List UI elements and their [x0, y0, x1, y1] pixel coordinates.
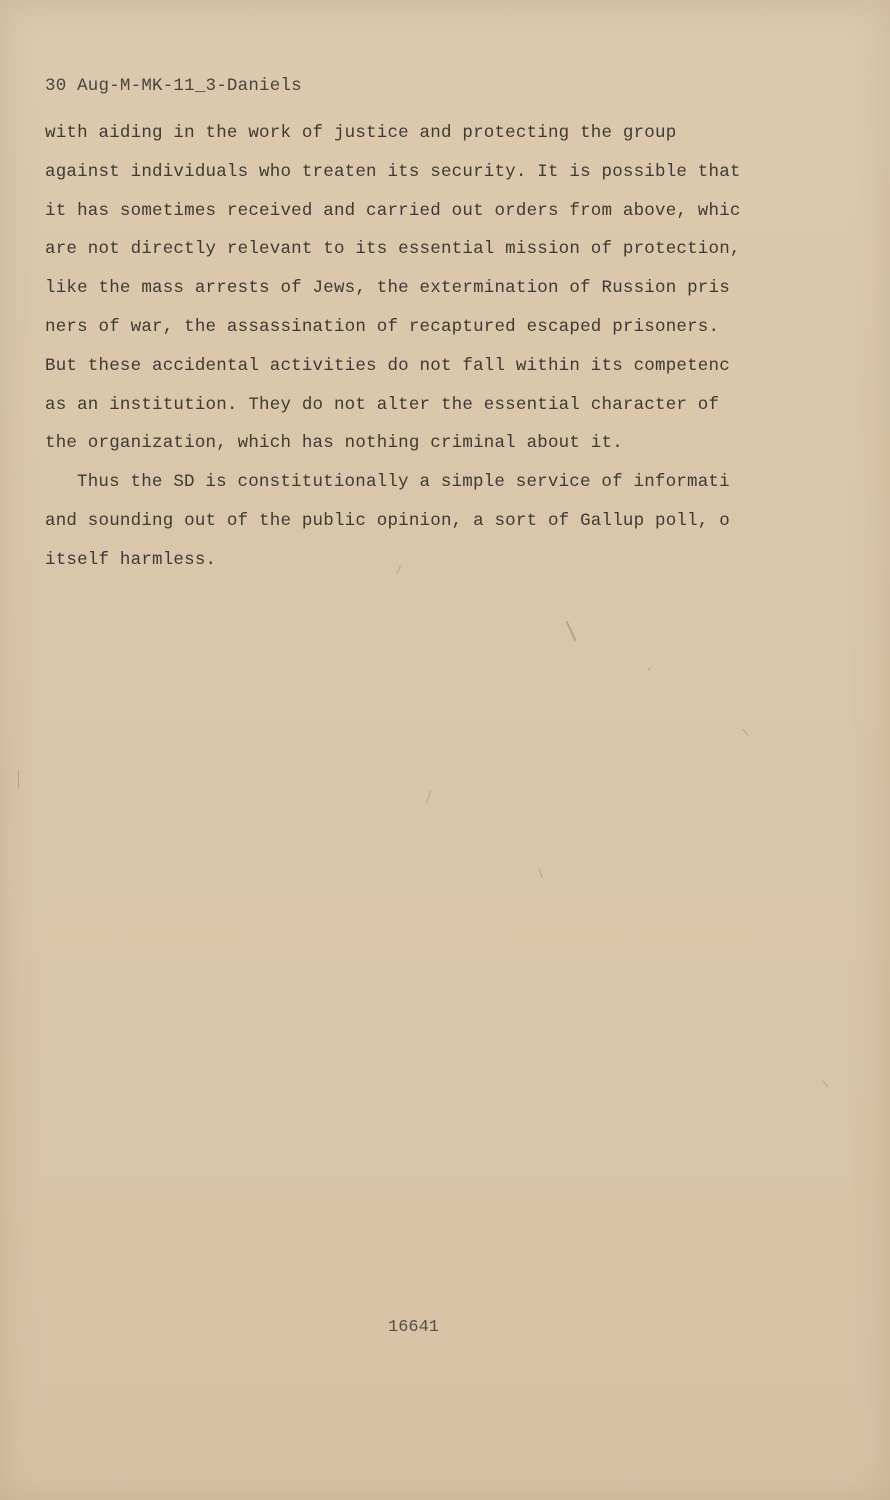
text-line: But these accidental activities do not fall within its competenc — [45, 355, 730, 376]
text-line: it has sometimes received and carried out orders from above, whic — [45, 200, 741, 221]
text-line: the organization, which has nothing criminal about it. — [45, 433, 623, 454]
paper-speck — [742, 729, 749, 737]
paper-speck — [538, 868, 542, 878]
paper-speck — [823, 1080, 828, 1087]
text-line: itself harmless. — [45, 549, 217, 570]
document-body — [45, 114, 875, 580]
paper-speck — [426, 790, 432, 803]
text-line: with aiding in the work of justice and protecting the group — [45, 123, 677, 143]
paper-speck — [648, 668, 650, 670]
text-line: Thus the SD is constitutionally a simple service of informati — [77, 472, 730, 493]
text-line: as an institution. They do not alter the essential character of — [45, 394, 720, 415]
page-number: 16641 — [388, 1318, 440, 1337]
text-line: against individuals who treaten its security. It is possible that — [45, 161, 741, 182]
paper-speck — [18, 770, 19, 788]
document-header: 30 Aug-M-MK-11_3-Daniels — [45, 76, 302, 96]
paper-speck — [565, 621, 576, 642]
text-line: and sounding out of the public opinion, a sort of Gallup poll, o — [45, 510, 730, 531]
text-line: like the mass arrests of Jews, the extermination of Russion pris — [45, 278, 730, 299]
text-line: are not directly relevant to its essential mission of protection, — [45, 239, 741, 260]
text-line: ners of war, the assassination of recaptured escaped prisoners. — [45, 316, 720, 337]
